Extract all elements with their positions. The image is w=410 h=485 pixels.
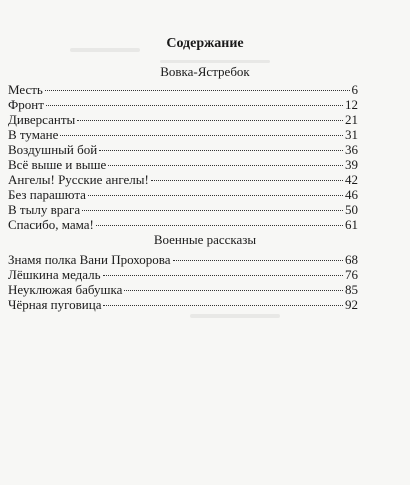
toc-entry-page: 92 [345, 297, 358, 312]
toc-entry-title: В тылу врага [8, 202, 81, 217]
toc-entry-page: 21 [345, 112, 358, 127]
toc-entry [8, 82, 358, 97]
toc-entry-title: Знамя полка Вани Прохорова [8, 252, 171, 267]
toc-entry-page: 46 [345, 187, 358, 202]
toc-leader-dots [77, 120, 343, 121]
toc-leader-dots [96, 225, 343, 226]
toc-entry-page: 68 [345, 252, 358, 267]
toc-leader-dots [151, 180, 343, 181]
toc-entry-title: Фронт [8, 97, 44, 112]
toc-leader-dots [45, 90, 350, 91]
toc-entry [8, 172, 358, 187]
toc-entry-title: Диверсанты [8, 112, 76, 127]
toc-entry [8, 157, 358, 172]
toc-leader-dots [103, 275, 343, 276]
toc-entry-page: 39 [345, 157, 358, 172]
toc-entry-title: Чёрная пуговица [8, 297, 102, 312]
toc-leader-dots [82, 210, 343, 211]
toc-entry-title: Месть [8, 82, 43, 97]
toc-leader-dots [99, 150, 343, 151]
toc-entry-page: 12 [345, 97, 358, 112]
toc-entry [8, 252, 358, 267]
toc-entry-title: Ангелы! Русские ангелы! [8, 172, 149, 187]
toc-entry-page: 61 [345, 217, 358, 232]
toc-entry-title: Без парашюта [8, 187, 86, 202]
toc-entry [8, 187, 358, 202]
toc-leader-dots [124, 290, 343, 291]
show-through-mark [190, 314, 280, 318]
toc-leader-dots [60, 135, 343, 136]
toc-entry [8, 112, 358, 127]
toc-entry-title: В тумане [8, 127, 59, 142]
toc-entry-page: 31 [345, 127, 358, 142]
toc-entry [8, 297, 358, 312]
toc-entry [8, 282, 358, 297]
toc-leader-dots [108, 165, 343, 166]
toc-entry [8, 202, 358, 217]
toc-entry-page: 36 [345, 142, 358, 157]
show-through-mark [160, 60, 270, 63]
toc-entry-page: 42 [345, 172, 358, 187]
toc-entry-page: 76 [345, 267, 358, 282]
toc-leader-dots [103, 305, 343, 306]
toc-entry [8, 127, 358, 142]
contents-title: Содержание [166, 36, 244, 51]
toc-entry-title: Лёшкина медаль [8, 267, 101, 282]
toc-entry-title: Всё выше и выше [8, 157, 107, 172]
toc-entry-page: 50 [345, 202, 358, 217]
toc-entry [8, 267, 358, 282]
section-heading: Военные рассказы [153, 232, 257, 247]
toc-entry [8, 142, 358, 157]
toc-entry-page: 85 [345, 282, 358, 297]
toc-entry [8, 217, 358, 232]
toc-leader-dots [46, 105, 343, 106]
toc-entry-page: 6 [351, 82, 358, 97]
toc-entry-title: Воздушный бой [8, 142, 98, 157]
toc-leader-dots [88, 195, 343, 196]
toc-entry [8, 97, 358, 112]
toc-entry-title: Спасибо, мама! [8, 217, 94, 232]
section-heading: Вовка-Ястребок [160, 64, 250, 79]
toc-leader-dots [173, 260, 343, 261]
toc-entry-title: Неуклюжая бабушка [8, 282, 123, 297]
